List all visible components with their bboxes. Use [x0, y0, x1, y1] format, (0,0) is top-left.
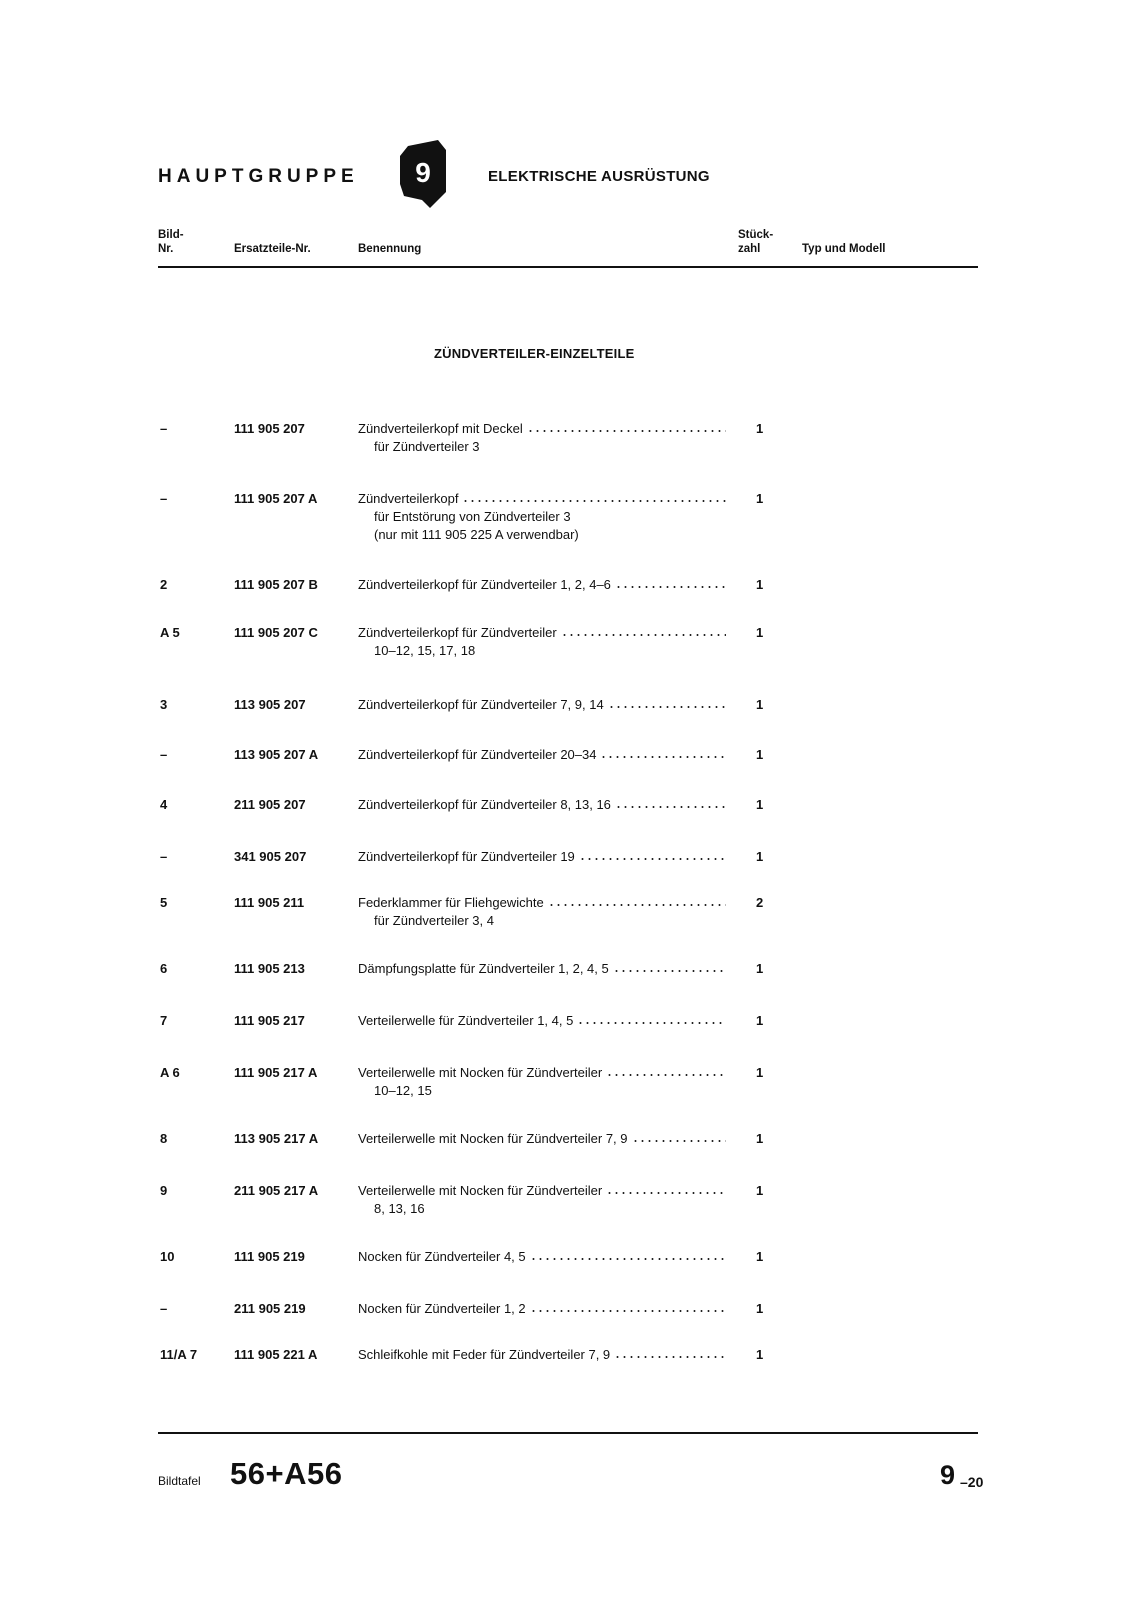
- part-description-text: Federklammer für Fliehgewichte: [358, 895, 544, 910]
- part-bild-nr: 3: [160, 697, 168, 712]
- col-header-typ-modell: Typ und Modell: [802, 243, 886, 255]
- part-quantity: 1: [756, 421, 764, 436]
- part-description: [358, 1248, 730, 1266]
- part-number: 111 905 213: [234, 961, 305, 976]
- part-description-text: Zündverteilerkopf: [358, 491, 459, 506]
- part-number: 111 905 207: [234, 421, 305, 436]
- part-number: 111 905 211: [234, 895, 305, 910]
- part-quantity: 1: [756, 1301, 764, 1316]
- part-description-text: Nocken für Zündverteiler 1, 2: [358, 1301, 526, 1316]
- part-description-text: Zündverteilerkopf für Zündverteiler 8, 13, 16: [358, 797, 611, 812]
- part-number: 211 905 219: [234, 1301, 306, 1316]
- part-quantity: 1: [756, 747, 764, 762]
- part-description: [358, 420, 730, 456]
- part-description-continuation: für Entstörung von Zündverteiler 3: [374, 509, 571, 524]
- bildtafel-value: 56+A56: [230, 1456, 343, 1491]
- part-description-text: Verteilerwelle mit Nocken für Zündverteiler: [358, 1065, 603, 1080]
- part-description-text: Nocken für Zündverteiler 4, 5: [358, 1249, 526, 1264]
- part-description-continuation: 8, 13, 16: [374, 1201, 425, 1216]
- part-number: 211 905 207: [234, 797, 306, 812]
- part-description-text: Schleifkohle mit Feder für Zündverteiler 7, 9: [358, 1347, 611, 1362]
- dot-leader: [600, 755, 726, 759]
- dot-leader: [606, 1191, 726, 1195]
- dot-leader: [615, 585, 726, 589]
- bildtafel-label: Bildtafel: [158, 1474, 201, 1488]
- part-number: 113 905 217 A: [234, 1131, 319, 1146]
- part-number: 111 905 219: [234, 1249, 305, 1264]
- dot-leader: [615, 805, 726, 809]
- part-description-text: Zündverteilerkopf für Zündverteiler: [358, 625, 557, 640]
- part-bild-nr: 9: [160, 1183, 168, 1198]
- part-description: [358, 490, 730, 544]
- part-quantity: 1: [756, 1249, 764, 1264]
- part-description-text: Dämpfungsplatte für Zündverteiler 1, 2, 4, 5: [358, 961, 609, 976]
- part-quantity: 1: [756, 1131, 764, 1146]
- part-number: 211 905 217 A: [234, 1183, 319, 1198]
- part-number: 341 905 207: [234, 849, 307, 864]
- part-description: [358, 894, 730, 930]
- part-description-continuation: für Zündverteiler 3: [374, 439, 480, 454]
- footer-rule: [158, 1432, 978, 1434]
- part-description-text: Verteilerwelle mit Nocken für Zündverteiler: [358, 1183, 603, 1198]
- dot-leader: [613, 969, 726, 973]
- part-bild-nr: 10: [160, 1249, 175, 1264]
- col-header-bild-nr: Bild- Nr.: [158, 229, 184, 255]
- dot-leader: [462, 499, 726, 503]
- part-description-text: Zündverteilerkopf für Zündverteiler 1, 2, 4–6: [358, 577, 611, 592]
- part-description: [358, 624, 730, 660]
- part-description-text: Zündverteilerkopf für Zündverteiler 7, 9, 14: [358, 697, 604, 712]
- part-quantity: 1: [756, 625, 764, 640]
- part-bild-nr: –: [160, 1301, 168, 1316]
- group-number: 9: [415, 157, 431, 188]
- part-description: [358, 960, 730, 978]
- part-number: 113 905 207: [234, 697, 306, 712]
- dot-leader: [561, 633, 726, 637]
- part-bild-nr: –: [160, 491, 168, 506]
- dot-leader: [579, 857, 726, 861]
- page-number: 9: [940, 1460, 956, 1490]
- part-bild-nr: –: [160, 849, 168, 864]
- part-bild-nr: A 6: [160, 1065, 180, 1080]
- part-quantity: 2: [756, 895, 764, 910]
- dot-leader: [614, 1355, 726, 1359]
- part-bild-nr: 6: [160, 961, 168, 976]
- part-quantity: 1: [756, 697, 764, 712]
- group-heading: HAUPTGRUPPE: [158, 166, 359, 187]
- part-number: 111 905 207 A: [234, 491, 318, 506]
- dot-leader: [527, 429, 726, 433]
- part-description-text: Verteilerwelle mit Nocken für Zündverteiler 7, 9: [358, 1131, 628, 1146]
- part-number: 111 905 217 A: [234, 1065, 318, 1080]
- part-description: [358, 576, 730, 594]
- section-title: ZÜNDVERTEILER-EINZELTEILE: [434, 346, 635, 361]
- part-number: 111 905 221 A: [234, 1347, 318, 1362]
- part-quantity: 1: [756, 797, 764, 812]
- header-rule: [158, 266, 978, 268]
- badge-shape-icon: [400, 140, 448, 208]
- part-description: [358, 1346, 730, 1364]
- part-bild-nr: –: [160, 747, 168, 762]
- col-header-ersatzteile-nr: Ersatzteile-Nr.: [234, 243, 311, 255]
- part-description-text: Zündverteilerkopf für Zündverteiler 20–34: [358, 747, 597, 762]
- dot-leader: [577, 1021, 726, 1025]
- part-quantity: 1: [756, 1013, 764, 1028]
- part-description-text: Verteilerwelle für Zündverteiler 1, 4, 5: [358, 1013, 574, 1028]
- part-description: [358, 1130, 730, 1148]
- part-description: [358, 1182, 730, 1218]
- col-header-benennung: Benennung: [358, 243, 422, 255]
- page-subnumber: –20: [960, 1474, 984, 1490]
- part-bild-nr: 7: [160, 1013, 168, 1028]
- col-header-stueckzahl: Stück- zahl: [738, 229, 774, 255]
- part-description: [358, 1064, 730, 1100]
- part-description: [358, 1012, 730, 1030]
- part-bild-nr: A 5: [160, 625, 180, 640]
- part-quantity: 1: [756, 1183, 764, 1198]
- group-number-badge: [400, 140, 448, 208]
- part-description-continuation: 10–12, 15: [374, 1083, 432, 1098]
- part-quantity: 1: [756, 849, 764, 864]
- part-description-text: Zündverteilerkopf für Zündverteiler 19: [358, 849, 575, 864]
- part-description-continuation: 10–12, 15, 17, 18: [374, 643, 476, 658]
- part-number: 113 905 207 A: [234, 747, 319, 762]
- dot-leader: [530, 1309, 726, 1313]
- part-bild-nr: 2: [160, 577, 168, 592]
- part-description-continuation: (nur mit 111 905 225 A verwendbar): [374, 527, 579, 542]
- part-quantity: 1: [756, 1347, 764, 1362]
- part-bild-nr: 8: [160, 1131, 168, 1146]
- part-number: 111 905 207 B: [234, 577, 318, 592]
- dot-leader: [548, 903, 726, 907]
- part-description: [358, 696, 730, 714]
- part-number: 111 905 207 C: [234, 625, 318, 640]
- dot-leader: [606, 1073, 726, 1077]
- part-quantity: 1: [756, 577, 764, 592]
- part-description: [358, 746, 730, 764]
- part-description: [358, 848, 730, 866]
- part-description: [358, 796, 730, 814]
- part-bild-nr: 11/A 7: [160, 1347, 198, 1362]
- part-quantity: 1: [756, 491, 764, 506]
- part-description-text: Zündverteilerkopf mit Deckel: [358, 421, 523, 436]
- dot-leader: [608, 705, 726, 709]
- group-title: ELEKTRISCHE AUSRÜSTUNG: [488, 168, 710, 185]
- part-bild-nr: 4: [160, 797, 168, 812]
- part-number: 111 905 217: [234, 1013, 305, 1028]
- dot-leader: [632, 1139, 726, 1143]
- part-quantity: 1: [756, 961, 764, 976]
- part-description-continuation: für Zündverteiler 3, 4: [374, 913, 494, 928]
- part-description: [358, 1300, 730, 1318]
- dot-leader: [530, 1257, 726, 1261]
- part-quantity: 1: [756, 1065, 764, 1080]
- part-bild-nr: –: [160, 421, 168, 436]
- part-bild-nr: 5: [160, 895, 168, 910]
